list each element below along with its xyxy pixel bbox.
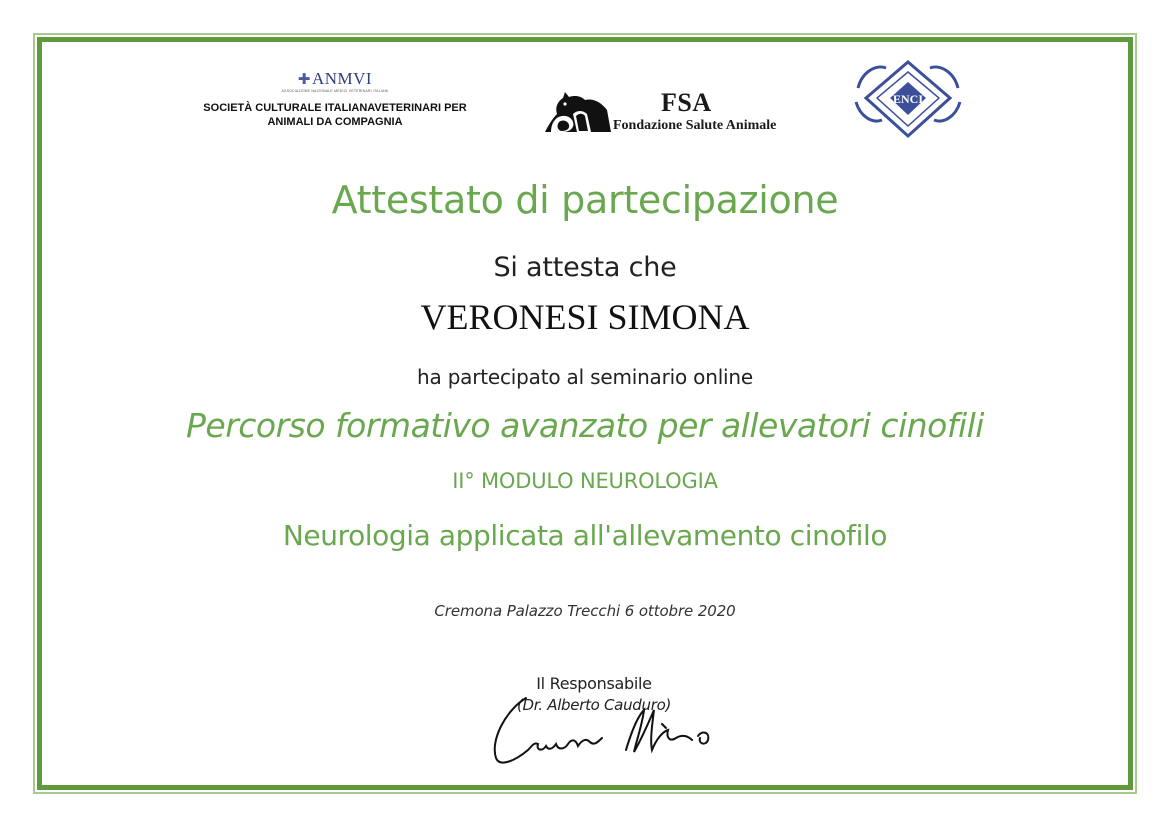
horse-dog-cat-icon [543, 88, 613, 138]
responsible-name: (Dr. Alberto Cauduro) [517, 696, 671, 714]
course-title: Percorso formativo avanzato per allevatori cinofili [186, 406, 984, 445]
attesta-text: Si attesta che [493, 252, 677, 283]
cross-icon: ✚ [297, 72, 311, 88]
signature-icon [486, 680, 731, 770]
responsible-label: Il Responsabile [536, 674, 652, 693]
anmvi-society-line1: SOCIETÀ CULTURALE ITALIANAVETERINARI PER [203, 102, 467, 114]
enci-seal-center-text: ENCI [892, 92, 924, 106]
fsa-subtitle: Fondazione Salute Animale [613, 118, 777, 133]
anmvi-logo [195, 70, 475, 129]
anmvi-society-line2: ANIMALI DA COMPAGNIA [267, 116, 403, 128]
enci-seal-icon [852, 58, 964, 140]
fsa-title: FSA [661, 88, 712, 117]
fsa-logo [543, 88, 783, 140]
participation-text: ha partecipato al seminario online [417, 365, 753, 389]
anmvi-subtext: ASSOCIAZIONE NAZIONALE MEDICI VETERINARI ITALIANI [281, 89, 389, 93]
place-date: Cremona Palazzo Trecchi 6 ottobre 2020 [434, 602, 736, 620]
certificate-title: Attestato di partecipazione [331, 178, 839, 222]
topic-title: Neurologia applicata all'allevamento cinofilo [282, 519, 888, 552]
anmvi-logo-text: ANMVI [311, 69, 373, 88]
participant-name: VERONESI SIMONA [420, 297, 750, 337]
module-title: II° MODULO NEUROLOGIA [452, 469, 718, 493]
